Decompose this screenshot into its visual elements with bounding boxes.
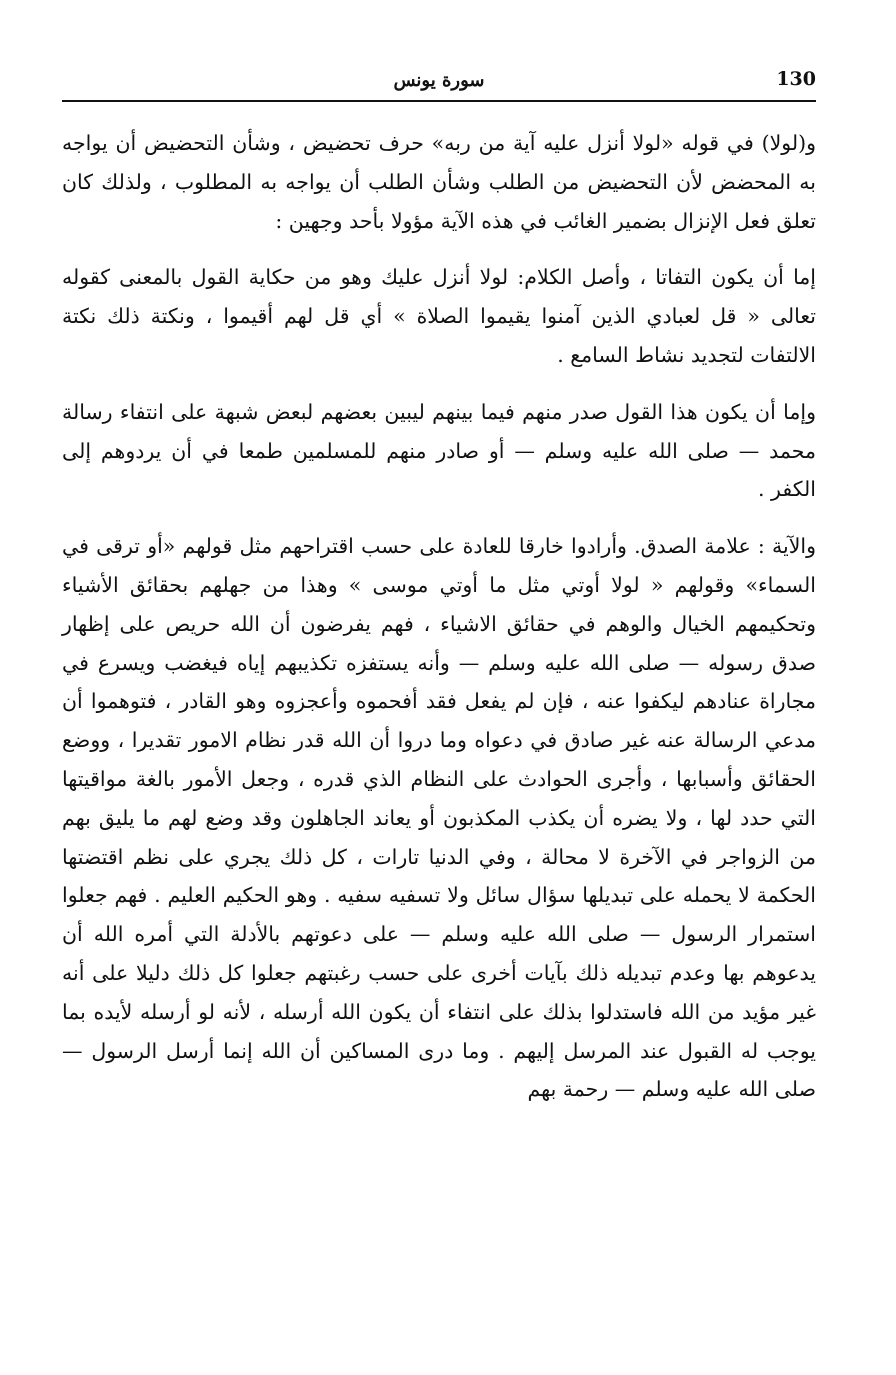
paragraph: و(لولا) في قوله «لولا أنزل عليه آية من ربه» حرف تحضيض ، وشأن التحضيض أن يواجه به المحضض لأن التحضيض من الطلب وشأن الطلب أن يواجه به المطلوب ، ولذلك كان تعلق فعل الإنزال بضمير الغائب في هذه الآية مؤولا بأحد وجهين :	[62, 131, 816, 233]
paragraph: والآية : علامة الصدق. وأرادوا خارقا للعادة على حسب اقتراحهم مثل قولهم «أو ترقى في السماء» وقولهم « لولا أوتي مثل ما أوتي موسى » وهذا من جهلهم بحقائق الأشياء وتحكيمهم الخيال والوهم في حقائق الاشياء ، فهم يفرضون أن الله حريص على إظهار صدق رسوله — صلى الله عليه وسلم — وأنه يستفزه تكذيبهم إياه فيغضب ويسرع في مجاراة عنادهم ليكفوا عنه ، فإن لم يفعل فقد أفحموه وأعجزوه وهو القادر ، فتوهموا أن مدعي الرسالة عنه غير صادق في دعواه وما دروا أن الله قدر نظام الامور تقديرا ، ووضع الحقائق وأسبابها ، وأجرى الحوادث على النظام الذي قدره ، وجعل الأمور بالغة مواقيتها التي حدد لها ، ولا يضره أن يكذب المكذبون أو يعاند الجاهلون وقد وضع لهم ما يليق بهم من الزواجر في الآخرة لا محالة ، وفي الدنيا تارات ، كل ذلك يجري على نظم اقتضتها الحكمة لا يحمله على تبديلها سؤال سائل ولا تسفيه سفيه . وهو الحكيم العليم . فهم جعلوا استمرار الرسول — صلى الله عليه وسلم — على دعوتهم بالأدلة التي أمره الله أن يدعوهم بها وعدم تبديله ذلك بآيات أخرى على حسب رغبتهم جعلوا كل ذلك دليلا على أنه غير مؤيد من الله فاستدلوا بذلك على انتفاء أن يكون الله أرسله ، لأنه لو أرسله لأيده بما يوجب له القبول عند المرسل إليهم . وما درى المساكين أن الله إنما أرسل الرسول — صلى الله عليه وسلم — رحمة بهم	[62, 534, 816, 1102]
paragraph: وإما أن يكون هذا القول صدر منهم فيما بينهم ليبين بعضهم لبعض شبهة على انتفاء رسالة محمد — صلى الله عليه وسلم — أو صادر منهم للمسلمين طمعا في أن يردوهم إلى الكفر .	[62, 399, 816, 502]
running-title: سورة يونس	[393, 70, 485, 91]
paragraph: إما أن يكون التفاتا ، وأصل الكلام: لولا أنزل عليك وهو من حكاية القول بالمعنى كقوله تعالى « قل لعبادي الذين آمنوا يقيموا الصلاة » أي قل لهم أقيموا ، ونكتة ذلك نكتة الالتفات لتجديد نشاط السامع .	[62, 265, 816, 367]
body-text	[62, 124, 816, 1125]
page-number: 130	[776, 68, 816, 90]
page-header	[62, 64, 816, 102]
